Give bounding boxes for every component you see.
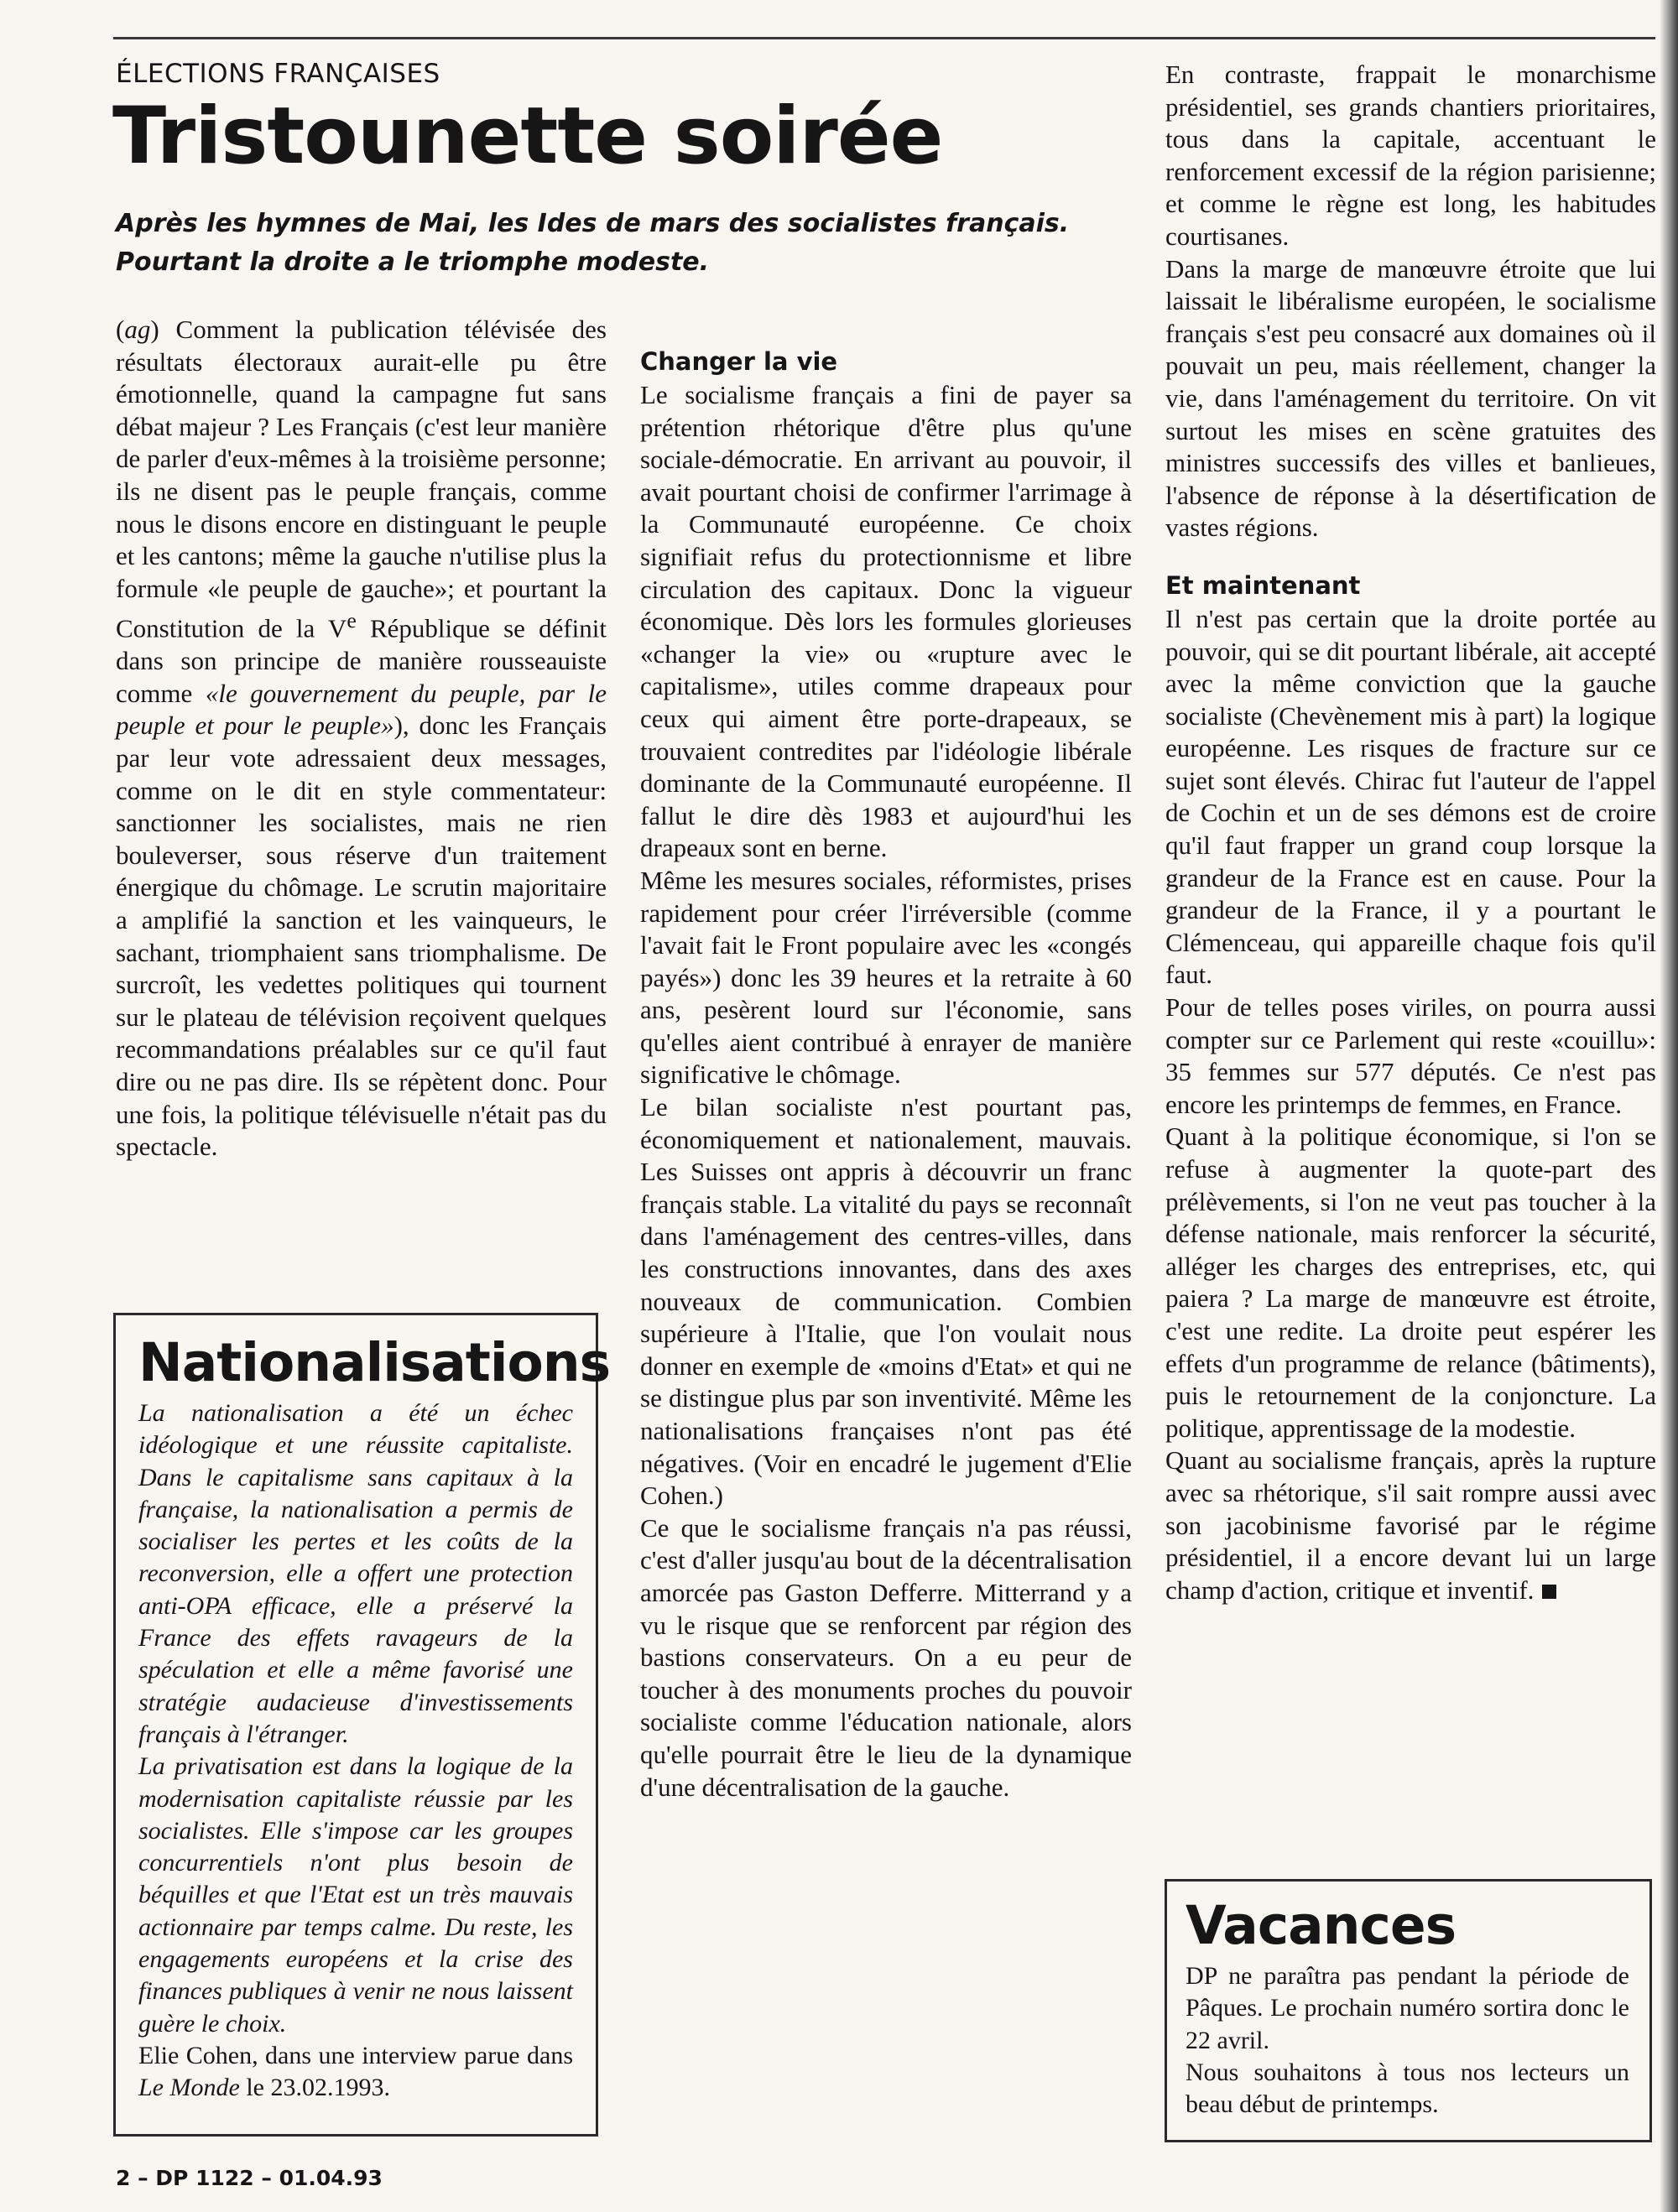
column-1: [116, 314, 607, 1163]
subheading-changer-la-vie: Changer la vie: [640, 347, 838, 376]
paragraph-final: Quant au socialisme français, après la rupture avec sa rhétorique, s'il sait rompre aussi avec son jacobinisme favorisé par le régime présidentiel, il a encore devant lui un large champ d'action, critique et inventif.: [1165, 1445, 1656, 1605]
page-edge-shadow: [1660, 0, 1678, 2212]
section-kicker: ÉLECTIONS FRANÇAISES: [116, 59, 440, 89]
paragraph: En contraste, frappait le monarchisme présidentiel, ses grands chantiers prioritaires, tous dans la capitale, accentuant le renforcement excessif de la région parisienne; et comme le règne est long, les habitudes courtisanes.: [1165, 60, 1656, 251]
intro-paragraph: (ag) Comment la publication télévisée des résultats électoraux aurait-elle pu être émotionnelle, quand la campagne fut sans débat majeur ? Les Français (c'est leur manière de parler d'eux-mêmes à la troisième personne; ils ne disent pas le peuple français, comme nous le disons encore en distinguant le peuple et les cantons; même la gauche n'utilise plus la formule «le peuple de gauche»; et pourtant la Constitution de la Ve République se définit dans son principe de manière rousseauiste comme «le gouvernement du peuple, par le peuple et pour le peuple»), donc les Français par leur vote adressaient deux messages, comme on le dit en style commentateur: sanctionner les socialistes, mais ne rien bouleverser, sous réserve d'un traitement énergique du chômage. Le scrutin majoritaire a amplifié la sanction et les vainqueurs, le sachant, triomphaient sans triomphalisme. De surcroît, les vedettes politiques qui tournent sur le plateau de télévision reçoivent quelques recommandations préalables sur ce qu'il faut dire ou ne pas dire. Ils se répètent donc. Pour une fois, la politique télévisuelle n'était pas du spectacle.: [116, 315, 607, 1162]
column-2: [640, 320, 1132, 1803]
paragraph: Dans la marge de manœuvre étroite que lui laissait le libéralisme européen, le socialisme français s'est peu consacré aux domaines où il pouvait un peu, mais réellement, changer la vie, dans l'aménagement du territoire. On vit surtout les mises en scène gratuites des ministres successifs des villes et banlieues, l'absence de réponse à la désertification de vastes régions.: [1165, 253, 1656, 543]
subheading-et-maintenant: Et maintenant: [1165, 570, 1361, 600]
box-body: [1186, 1960, 1629, 2121]
top-rule: [113, 37, 1655, 39]
box-paragraph: La nationalisation a été un échec idéologique et une réussite capitaliste. Dans le capitalisme sans capitaux à la française, la nationalisation a permis de socialiser les pertes et les coûts de la reconversion, elle a offert une protection anti-OPA efficace, elle a préservé la France des effets ravageurs de la spéculation et elle a même favorisé une stratégie audacieuse d'investissements français à l'étranger.: [138, 1399, 573, 1748]
column-3: [1165, 59, 1656, 1606]
box-body: [138, 1397, 573, 2105]
box-credit: Elie Cohen, dans une interview parue dans Le Monde le 23.02.1993.: [138, 2041, 573, 2102]
paragraph: Ce que le socialisme français n'a pas réussi, c'est d'aller jusqu'au bout de la décentralisation amorcée pas Gaston Defferre. Mitterrand y a vu le risque que se renforcent par région des bastions conservateurs. On a eu peur de toucher à des monuments proches du pouvoir socialiste comme l'éducation nationale, alors qu'elle pourrait être le lieu de la dynamique d'une décentralisation de la gauche.: [640, 1512, 1132, 1802]
source-name: Le Monde: [138, 2074, 240, 2102]
paragraph: Pour de telles poses viriles, on pourra aussi compter sur ce Parlement qui reste «couillu»: 35 femmes sur 577 députés. Ce n'est pas encore les printemps de femmes, en France.: [1165, 992, 1656, 1119]
page-title: Tristounette soirée: [112, 91, 943, 182]
paragraph: Quant à la politique économique, si l'on se refuse à augmenter la quote-part des prélèvements, si l'on ne veut pas toucher à la défense nationale, mais renforcer la sécurité, alléger les charges des entreprises, etc, qui paiera ? La marge de manœuvre est étroite, c'est une redite. La droite peut espérer les effets d'un programme de relance (bâtiments), puis le retournement de la conjoncture. La politique, apprentissage de la modestie.: [1165, 1122, 1656, 1443]
paragraph: Même les mesures sociales, réformistes, prises rapidement pour créer l'irréversible (comme l'avait fait le Front populaire avec les «congés payés») donc les 39 heures et la retraite à 60 ans, pesèrent lourd sur l'économie, sans qu'elles aient contribué à enrayer de manière significative le chômage.: [640, 865, 1132, 1090]
box-paragraph: La privatisation est dans la logique de la modernisation capitaliste réussie par les socialistes. Elle s'impose car les groupes concurrentiels n'ont plus besoin de béquilles et que l'Etat est un très mauvais actionnaire par temps calme. Du reste, les engagements européens et la crise des finances publiques à venir ne nous laissent guère le choix.: [138, 1752, 573, 2038]
paragraph: Le socialisme français a fini de payer sa prétention rhétorique d'être plus qu'une sociale-démocratie. En arrivant au pouvoir, il avait pourtant choisi de confirmer l'arrimage à la Communauté européenne. Ce choix signifiait refus du protectionnisme et libre circulation des capitaux. Donc la vigueur économique. Dès lors les formules glorieuses «changer la vie» ou «rupture avec le capitalisme», utiles comme drapeaux pour ceux qui aiment être porte-drapeaux, se trouvaient contredites par l'idéologie libérale dominante de la Communauté européenne. Il fallut le dire dès 1983 et aujourd'hui les drapeaux sont en berne.: [640, 380, 1132, 863]
box-paragraph: Nous souhaitons à tous nos lecteurs un beau début de printemps.: [1186, 2058, 1629, 2119]
box-title: Vacances: [1186, 1895, 1457, 1956]
superscript: e: [347, 608, 357, 633]
author-initials: ag: [124, 315, 151, 344]
sidebar-box-vacances: [1165, 1879, 1652, 2142]
paragraph: Il n'est pas certain que la droite portée au pouvoir, qui se dit pourtant libérale, ait accepté avec la même conviction que la gauche socialiste (Chevènement mis à part) la logique européenne. Les risques de fracture sur ce sujet sont élevés. Chirac fut l'auteur de l'appel de Cochin et un de ses démons est de croire qu'il faut frapper un grand coup lorsque la grandeur de la France est en cause. Pour la grandeur de la France, il y a pourtant le Clémenceau, qui appareille chaque fois qu'il faut.: [1165, 603, 1656, 990]
page-folio: 2 – DP 1122 – 01.04.93: [116, 2166, 383, 2190]
article-lede: Après les hymnes de Mai, les Ides de mars des socialistes français. Pourtant la droite a le triomphe modeste.: [116, 209, 1070, 277]
box-paragraph: DP ne paraîtra pas pendant la période de Pâques. Le prochain numéro sortira donc le 22 avril.: [1186, 1962, 1629, 2054]
quote: «le gouvernement du peuple, par le peuple et pour le peuple»: [116, 678, 607, 741]
end-of-article-mark: [1542, 1585, 1556, 1599]
box-title: Nationalisations: [138, 1332, 611, 1393]
paragraph: Le bilan socialiste n'est pourtant pas, économiquement et nationalement, mauvais. Les Suisses ont appris à découvrir un franc français stable. La vitalité du pays se reconnaît dans l'aménagement des centres-villes, dans les constructions innovantes, dans des axes nouveaux de communication. Combien supérieure à l'Italie, que l'on voulait nous donner en exemple de «moins d'Etat» et qui ne se distingue plus par son inventivité. Même les nationalisations françaises n'ont pas été négatives. (Voir en encadré le jugement d'Elie Cohen.): [640, 1092, 1132, 1511]
sidebar-box-nationalisations: [113, 1313, 611, 2137]
